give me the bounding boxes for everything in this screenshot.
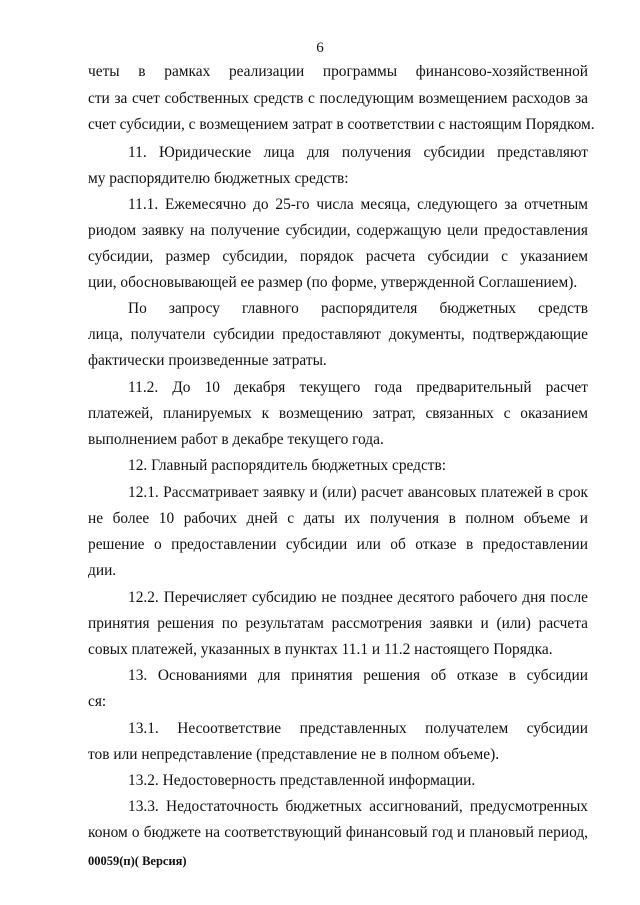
text-line: дии. (88, 562, 117, 579)
text-line: ся: (88, 693, 107, 710)
text-line: 13. Основаниями для принятия решения об отказе в субсидии (128, 667, 588, 684)
text-line: сти за счет собственных средств с последующим возмещением расходов за (88, 90, 588, 107)
text-line: четы в рамках реализации программы финансово-хозяйственной (88, 63, 588, 80)
text-line: 11.2. До 10 декабря текущего года предварительный расчет (128, 379, 588, 396)
text-line: принятия решения по результатам рассмотрения заявки и (или) расчета (88, 615, 588, 632)
text-line: платежей, планируемых к возмещению затрат, связанных с оказанием (88, 405, 588, 422)
text-line: 12.2. Перечисляет субсидию не позднее десятого рабочего дня после (128, 589, 588, 606)
text-line: фактически произведенные затраты. (88, 352, 327, 369)
page-number: 6 (316, 40, 324, 56)
text-line: 13.2. Недостоверность представленной информации. (128, 772, 476, 789)
text-line: ции, обосновывающей ее размер (по форме, утвержденной Соглашением). (88, 274, 578, 291)
text-line: выполнением работ в декабре текущего года. (88, 431, 384, 448)
text-line: По запросу главного распорядителя бюджетных средств (128, 300, 588, 317)
text-line: совых платежей, указанных в пунктах 11.1 и 11.2 настоящего Порядка. (88, 641, 553, 658)
text-line: 13.3. Недостаточность бюджетных ассигнований, предусмотренных (128, 798, 588, 815)
text-line: 11.1. Ежемесячно до 25-го числа месяца, следующего за отчетным (128, 196, 588, 213)
document-footer: 00059(п)( Версия) (88, 854, 187, 868)
text-line: 12.1. Рассматривает заявку и (или) расчет авансовых платежей в срок (128, 484, 588, 501)
text-line: коном о бюджете на соответствующий финансовый год и плановый период, (88, 824, 588, 841)
text-line: решение о предоставлении субсидии или об отказе в предоставлении (88, 536, 588, 553)
text-line: лица, получатели субсидии предоставляют документы, подтверждающие (88, 326, 588, 343)
text-line: субсидии, размер субсидии, порядок расчета субсидии с указанием (88, 248, 588, 265)
text-line: му распорядителю бюджетных средств: (88, 170, 349, 187)
text-line: тов или непредставление (представление не в полном объеме). (88, 746, 500, 763)
text-line: не более 10 рабочих дней с даты их получения в полном объеме и (88, 510, 588, 527)
text-line: 12. Главный распорядитель бюджетных средств: (128, 457, 447, 474)
text-line: счет субсидии, с возмещением затрат в соответствии с настоящим Порядком. (88, 116, 595, 133)
text-line: 13.1. Несоответствие представленных получателем субсидии (128, 720, 588, 737)
text-line: риодом заявку на получение субсидии, содержащую цели предоставления (88, 222, 588, 239)
text-line: 11. Юридические лица для получения субсидии представляют (128, 144, 588, 161)
